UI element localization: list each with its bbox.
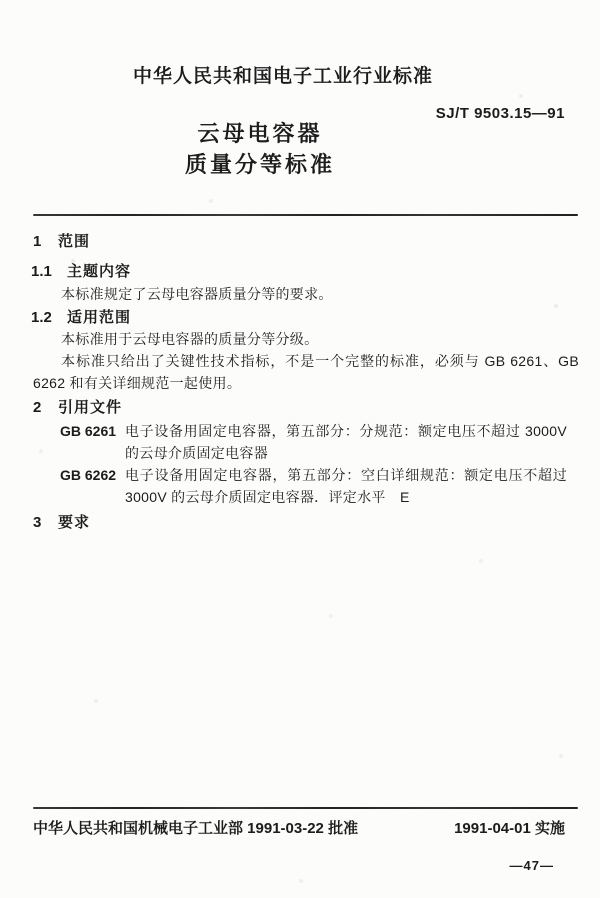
paragraph: 本标准只给出了关键性技术指标，不是一个完整的标准，必须与 GB 6261、GB 6262 和有关详细规范一起使用。 — [33, 353, 579, 391]
subsection-title: 主题内容 — [67, 263, 132, 280]
footer-implementation-text: 1991-04-01 实施 — [454, 820, 565, 837]
reference-list — [60, 420, 572, 508]
standard-number: SJ/T 9503.15—91 — [435, 105, 565, 122]
footer-divider — [33, 807, 578, 809]
subsection-number: 1.2 — [31, 309, 52, 326]
subsection-1-1-heading — [31, 260, 131, 281]
paragraph: 本标准用于云母电容器的质量分等分级。 — [61, 331, 319, 347]
section-title: 要求 — [58, 514, 91, 531]
standard-org-title: 中华人民共和国电子工业行业标准 — [132, 66, 433, 87]
paragraph: 本标准规定了云母电容器质量分等的要求。 — [61, 286, 333, 302]
section-title: 范围 — [58, 233, 91, 250]
reference-description: 电子设备用固定电容器，第五部分：空白详细规范：额定电压不超过 3000V 的云母介质固定电容器．评定水平 E — [125, 467, 567, 505]
reference-code: GB 6262 — [60, 467, 117, 483]
document-title-line2: 质量分等标准 — [184, 152, 335, 177]
document-title-line1: 云母电容器 — [197, 121, 323, 146]
reference-description: 电子设备用固定电容器，第五部分：分规范：额定电压不超过 3000V 的云母介质固定电容器 — [125, 423, 567, 461]
subsection-1-2-heading — [31, 306, 131, 327]
section-number: 2 — [33, 399, 42, 416]
section-3-heading — [33, 511, 90, 532]
reference-item — [60, 464, 572, 508]
header-divider — [33, 214, 578, 216]
subsection-number: 1.1 — [31, 263, 52, 280]
footer-approval-text: 中华人民共和国机械电子工业部 1991-03-22 批准 — [33, 820, 359, 837]
section-number: 1 — [33, 233, 42, 250]
section-1-heading — [33, 230, 90, 251]
scan-noise — [0, 0, 2, 2]
reference-code: GB 6261 — [60, 423, 117, 439]
subsection-title: 适用范围 — [67, 309, 132, 326]
section-2-heading — [33, 396, 122, 417]
page-number: —47— — [509, 858, 554, 873]
section-title: 引用文件 — [58, 399, 123, 416]
section-number: 3 — [33, 514, 42, 531]
reference-item — [60, 420, 572, 464]
